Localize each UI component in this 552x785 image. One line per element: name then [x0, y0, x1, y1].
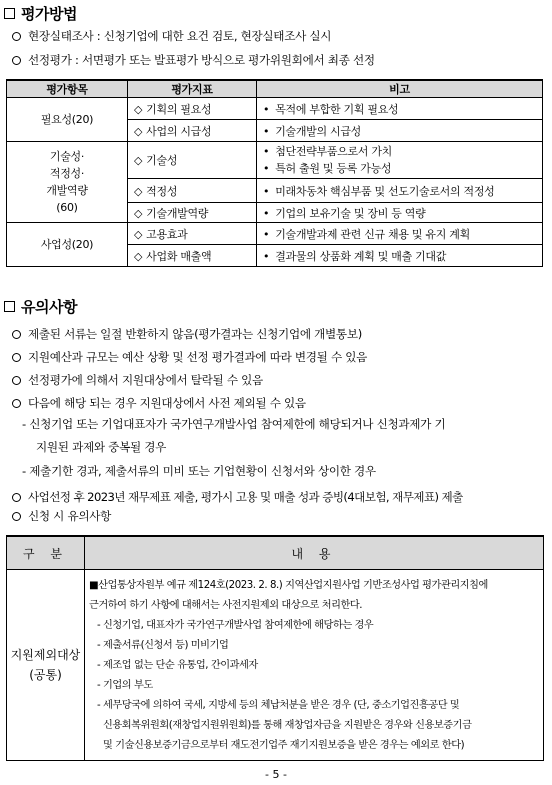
remark-cell: [257, 142, 543, 179]
section-title-text: 평가방법: [21, 5, 77, 23]
diamond-icon: ◇: [134, 227, 143, 241]
remark-text: 기업의 보유기술 및 장비 등 역량: [275, 206, 426, 220]
remark-text: 특허 출원 및 등록 가능성: [275, 162, 392, 175]
notes-table: [6, 535, 544, 761]
indicator-cell: [128, 98, 257, 120]
bullet-item: [12, 372, 263, 388]
remark-text: 기술개발과제 관련 신규 채용 및 유지 계획: [275, 227, 470, 241]
table-header-row: [7, 536, 544, 570]
circle-bullet-icon: [12, 32, 21, 41]
dot-icon: •: [263, 145, 270, 158]
dot-icon: •: [263, 184, 270, 198]
bullet-item: [12, 489, 463, 505]
bullet-item: [12, 508, 111, 524]
content-line: 및 기술신용보증기금으로부터 재도전기업주 재기지원보증을 받은 경우는 예외로 한다): [103, 740, 465, 751]
remark-text: 목적에 부합한 기획 필요성: [275, 102, 399, 116]
remark-cell: [257, 179, 543, 203]
sub-item: 지원된 과제와 중복될 경우: [36, 440, 167, 454]
indicator-cell: [128, 245, 257, 267]
bullet-item: [12, 349, 367, 365]
content-line: - 기업의 부도: [97, 680, 153, 691]
section-title-text: 유의사항: [21, 298, 77, 316]
circle-bullet-icon: [12, 353, 21, 362]
square-bullet-icon: [4, 8, 15, 19]
bullet-text: 사업선정 후 2023년 재무제표 제출, 평가시 고용 및 매출 성과 증빙(4대보험, 재무제표) 제출: [28, 490, 463, 504]
category-cell: [7, 98, 128, 142]
indicator-cell: [128, 223, 257, 245]
indicator-text: 기술성: [146, 154, 178, 167]
category-text: 필요성(20): [40, 113, 94, 126]
section-title-evaluation: [4, 3, 77, 24]
bullet-text: 선정평가 : 서면평가 또는 발표평가 방식으로 평가위원회에서 최종 선정: [28, 53, 375, 67]
circle-bullet-icon: [12, 493, 21, 502]
indicator-text: 고용효과: [146, 227, 188, 241]
page-number: - 5 -: [265, 768, 287, 781]
remark-cell: [257, 203, 543, 223]
content-line: - 제조업 없는 단순 유통업, 간이과세자: [97, 660, 258, 671]
indicator-cell: [128, 120, 257, 142]
indicator-text: 적정성: [146, 184, 178, 198]
remark-cell: [257, 98, 543, 120]
content-line: - 세무당국에 의하여 국세, 지방세 등의 체납처분을 받은 경우 (단, 중소기업진흥공단 및: [97, 700, 460, 711]
label-text: (공통): [29, 668, 62, 682]
dot-icon: •: [263, 249, 270, 263]
remark-text: 결과물의 상품화 계획 및 매출 기대값: [275, 249, 447, 263]
bullet-text: 제출된 서류는 일절 반환하지 않음(평가결과는 신청기업에 개별통보): [28, 327, 362, 341]
category-text: 적정성·: [49, 167, 85, 180]
table-row: [7, 98, 543, 120]
header-remarks: 비고: [257, 80, 543, 98]
remark-cell: [257, 223, 543, 245]
category-text: 사업성(20): [40, 238, 94, 251]
label-text: 지원제외대상: [10, 648, 81, 662]
content-line: 근거하여 하기 사항에 대해서는 사전지원제외 대상으로 처리한다.: [89, 600, 363, 611]
exclusion-label-cell: [7, 570, 85, 761]
dot-icon: •: [263, 102, 270, 116]
dot-icon: •: [263, 227, 270, 241]
diamond-icon: ◇: [134, 249, 143, 263]
header-division: 구 분: [7, 536, 85, 570]
circle-bullet-icon: [12, 330, 21, 339]
table-row: [7, 223, 543, 245]
remark-text: 기술개발의 시급성: [275, 124, 362, 138]
diamond-icon: ◇: [134, 206, 143, 220]
bullet-text: 지원예산과 규모는 예산 상황 및 선정 평가결과에 따라 변경될 수 있음: [28, 350, 368, 364]
category-cell: [7, 142, 128, 223]
indicator-text: 기술개발역량: [146, 206, 209, 220]
diamond-icon: ◇: [134, 124, 143, 138]
dot-icon: •: [263, 124, 270, 138]
bullet-text: 다음에 해당 되는 경우 지원대상에서 사전 제외될 수 있음: [28, 396, 306, 410]
content-line: - 신청기업, 대표자가 국가연구개발사업 참여제한에 해당하는 경우: [97, 620, 374, 631]
circle-bullet-icon: [12, 512, 21, 521]
remark-cell: [257, 120, 543, 142]
diamond-icon: ◇: [134, 102, 143, 116]
sub-item: - 제출기한 경과, 제출서류의 미비 또는 기업현황이 신청서와 상이한 경우: [22, 464, 376, 478]
category-text: 개발역량: [46, 184, 88, 197]
remark-text: 미래차동차 핵심부품 및 선도기술로서의 적정성: [275, 184, 495, 198]
circle-bullet-icon: [12, 376, 21, 385]
bullet-item: [12, 395, 306, 411]
exclusion-content-cell: [85, 570, 544, 761]
indicator-text: 사업의 시급성: [146, 124, 212, 138]
bullet-text: 현장실태조사 : 신청기업에 대한 요건 검토, 현장실태조사 실시: [28, 29, 332, 43]
circle-bullet-icon: [12, 56, 21, 65]
diamond-icon: ◇: [134, 154, 143, 167]
header-content: 내 용: [85, 536, 544, 570]
indicator-text: 기획의 필요성: [146, 102, 212, 116]
indicator-cell: [128, 179, 257, 203]
indicator-cell: [128, 142, 257, 179]
evaluation-table: [6, 79, 543, 267]
dot-icon: •: [263, 206, 270, 220]
bullet-field-survey: [12, 28, 331, 44]
indicator-text: 사업화 매출액: [146, 249, 212, 263]
table-row: [7, 142, 543, 179]
category-cell: [7, 223, 128, 267]
header-indicator: 평가지표: [128, 80, 257, 98]
content-line: ■산업통상자원부 예규 제124호(2023. 2. 8.) 지역산업지원사업 기반조성사업 평가관리지침에: [89, 580, 488, 591]
remark-cell: [257, 245, 543, 267]
content-line: 신용회복위원회(재창업지원위원회)를 통해 재창업자금을 지원받은 경우와 신용보증기금: [103, 720, 472, 731]
table-header-row: [7, 80, 543, 98]
bullet-text: 신청 시 유의사항: [28, 509, 112, 523]
remark-text: 첨단전략부품으로서 가치: [275, 145, 392, 158]
dot-icon: •: [263, 162, 270, 175]
header-category: 평가항목: [7, 80, 128, 98]
diamond-icon: ◇: [134, 184, 143, 198]
category-text: (60): [56, 201, 78, 214]
bullet-text: 선정평가에 의해서 지원대상에서 탈락될 수 있음: [28, 373, 263, 387]
sub-item: - 신청기업 또는 기업대표자가 국가연구개발사업 참여제한에 해당되거나 신청과제가 기: [22, 417, 446, 431]
bullet-item: [12, 326, 362, 342]
bullet-selection-eval: [12, 52, 375, 68]
indicator-cell: [128, 203, 257, 223]
square-bullet-icon: [4, 301, 15, 312]
circle-bullet-icon: [12, 399, 21, 408]
table-row: [7, 570, 544, 761]
category-text: 기술성·: [49, 150, 85, 163]
content-line: - 제출서류(신청서 등) 미비기업: [97, 640, 229, 651]
section-title-notes: [4, 296, 77, 317]
